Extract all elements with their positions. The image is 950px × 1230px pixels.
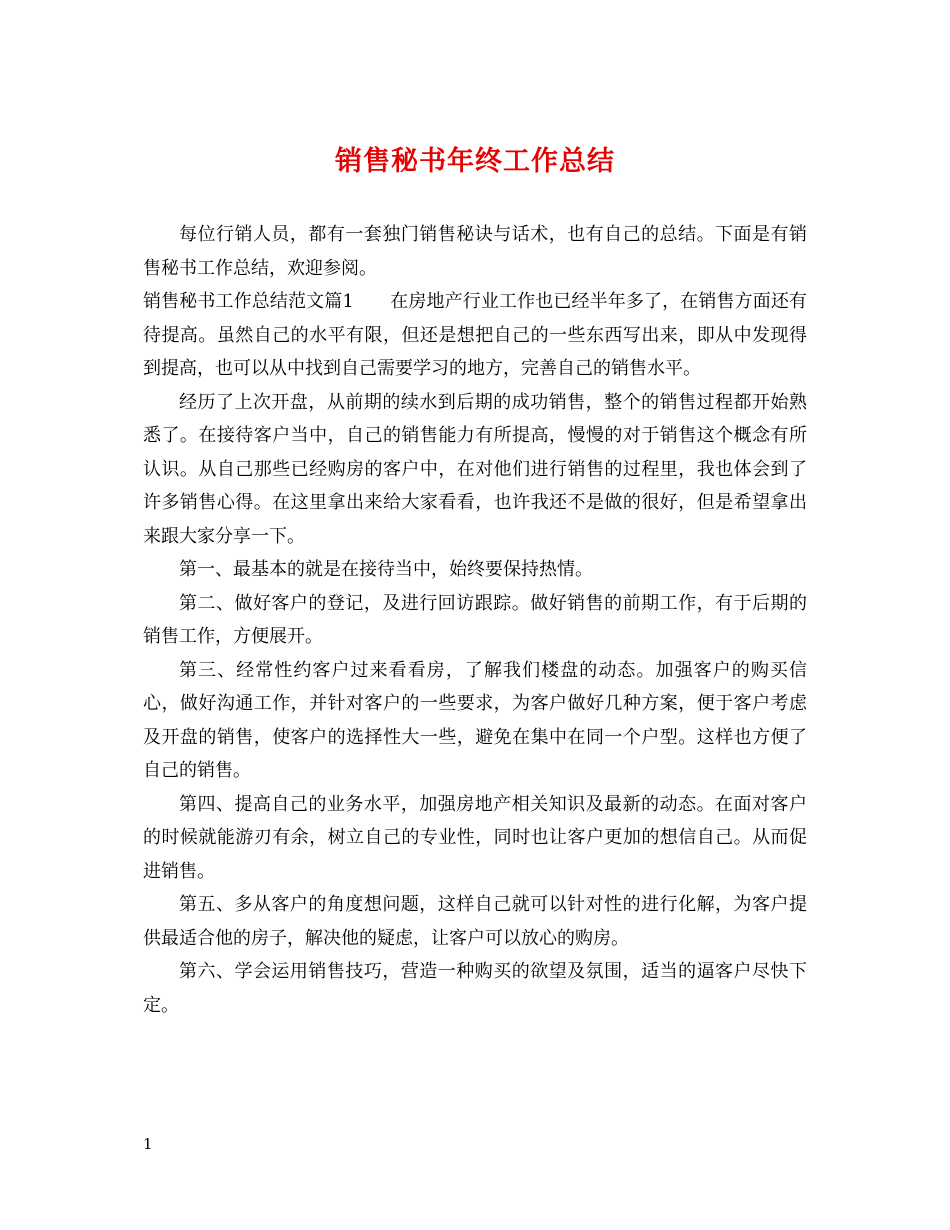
page-number: 1 <box>143 1135 153 1153</box>
paragraph-point-6: 第六、学会运用销售技巧，营造一种购买的欲望及氛围，适当的逼客户尽快下定。 <box>143 961 807 1016</box>
paragraph-point-5: 第五、多从客户的角度想问题，这样自己就可以针对性的进行化解，为客户提供最适合他的房子，解决他的疑虑，让客户可以放心的购房。 <box>143 894 807 949</box>
paragraph-intro: 每位行销人员，都有一套独门销售秘诀与话术，也有自己的总结。下面是有销售秘书工作总结，欢迎参阅。 <box>143 224 807 279</box>
paragraph-point-4: 第四、提高自己的业务水平，加强房地产相关知识及最新的动态。在面对客户的时候就能游刃有余，树立自己的专业性，同时也让客户更加的想信自己。从而促进销售。 <box>143 793 807 882</box>
paragraph-point-1: 第一、最基本的就是在接待当中，始终要保持热情。 <box>179 559 593 580</box>
document-title: 销售秘书年终工作总结 <box>335 146 615 177</box>
paragraph-experience: 经历了上次开盘，从前期的续水到后期的成功销售，整个的销售过程都开始熟悉了。在接待客户当中，自己的销售能力有所提高，慢慢的对于销售这个概念有所认识。从自己那些已经购房的客户中，在对他们进行销售的过程里，我也体会到了许多销售心得。在这里拿出来给大家看看，也许我还不是做的很好，但是希望拿出来跟大家分享一下。 <box>143 391 807 547</box>
paragraph-article-start: 销售秘书工作总结范文篇1 在房地产行业工作也已经半年多了，在销售方面还有待提高。虽然自己的水平有限，但还是想把自己的一些东西写出来，即从中发现得到提高，也可以从中找到自己需要学习的地方，完善自己的销售水平。 <box>143 291 807 379</box>
document-body <box>143 218 807 1022</box>
paragraph-point-2: 第二、做好客户的登记，及进行回访跟踪。做好销售的前期工作，有于后期的销售工作，方便展开。 <box>143 592 807 647</box>
paragraph-point-3: 第三、经常性约客户过来看看房，了解我们楼盘的动态。加强客户的购买信心，做好沟通工作，并针对客户的一些要求，为客户做好几种方案，便于客户考虑及开盘的销售，使客户的选择性大一些，避免在集中在同一个户型。这样也方便了自己的销售。 <box>143 659 807 781</box>
